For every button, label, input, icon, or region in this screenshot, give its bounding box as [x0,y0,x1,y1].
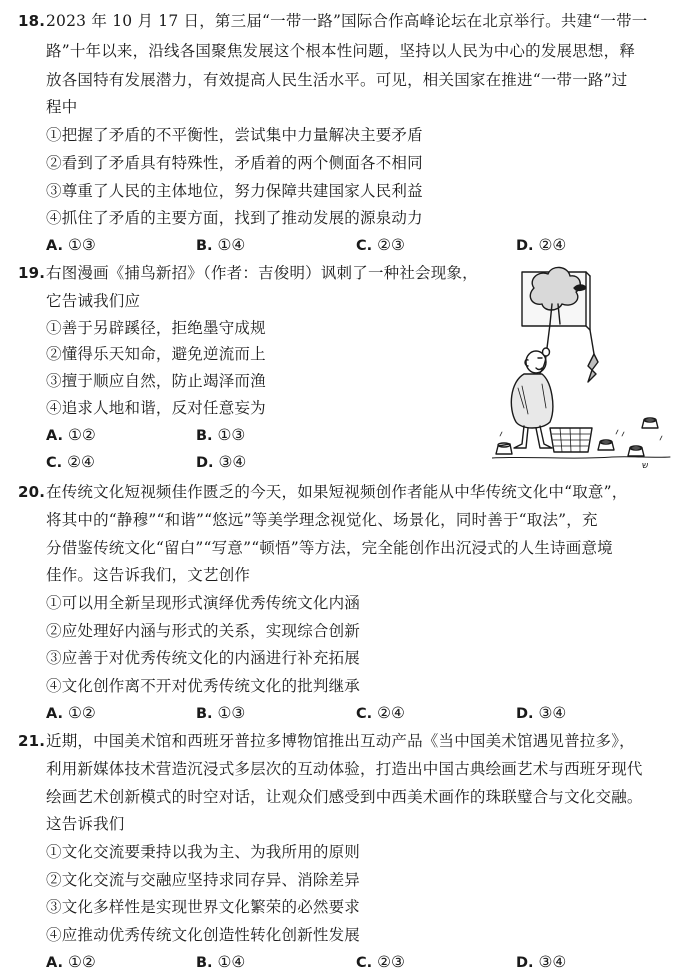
choice-b[interactable]: B. ①④ [196,236,246,254]
choice-row [46,702,678,724]
question-20-stem-line: 佳作。这告诉我们，文艺创作 [46,566,251,584]
question-21-stem-line: 利用新媒体技术营造沉浸式多层次的互动体验，打造出中国古典绘画艺术与西班牙现代 [46,760,643,778]
cartoon-illustration [492,258,672,470]
statement: ②应处理好内涵与形式的关系，实现综合创新 [46,622,361,640]
question-18-stem-line: 18.2023 年 10 月 17 日，第三届“一带一路”国际合作高峰论坛在北京举行。共建“一带一 [18,12,648,30]
statement: ④追求人地和谐，反对任意妄为 [46,399,266,417]
feather [588,354,598,382]
question-number: 20. [18,483,46,501]
question-20-stem-line: 分借鉴传统文化“留白”“写意”“顿悟”等方法，完全能创作出沉浸式的人生诗画意境 [46,539,613,557]
choice-a[interactable]: A. ①② [46,953,96,971]
choice-d[interactable]: D. ②④ [516,236,567,254]
question-21-stem-line: 21.近期，中国美术馆和西班牙普拉多博物馆推出互动产品《当中国美术馆遇见普拉多》， [18,732,635,750]
choice-d[interactable]: D. ③④ [516,953,567,971]
statement: ②懂得乐天知命，避免逆流而上 [46,345,266,363]
ground [492,457,670,458]
statement: ③文化多样性是实现世界文化繁荣的必然要求 [46,898,361,916]
choice-d[interactable]: D. ③④ [516,704,567,722]
statement: ②文化交流与交融应坚持求同存异、消除差异 [46,871,361,889]
choice-b[interactable]: B. ①③ [196,426,246,444]
question-21-stem-line: 这告诉我们 [46,815,125,833]
statement: ③尊重了人民的主体地位，努力保障共建国家人民利益 [46,182,423,200]
choice-a[interactable]: A. ①② [46,426,96,444]
choice-row [46,234,678,256]
choice-c[interactable]: C. ②④ [356,704,405,722]
question-20-stem-line: 将其中的“静穆”“和谐”“悠远”等美学理念视觉化、场景化，同时善于“取法”，充 [46,511,598,529]
choice-c[interactable]: C. ②③ [356,236,405,254]
string [590,330,594,354]
choice-b[interactable]: B. ①④ [196,953,246,971]
choice-c[interactable]: C. ②④ [46,453,95,471]
statement: ①文化交流要秉持以我为主、为我所用的原则 [46,843,361,861]
statement: ④应推动优秀传统文化创造性转化创新性发展 [46,926,361,944]
choice-d[interactable]: D. ③④ [196,453,247,471]
man-hand [543,348,550,356]
choice-c[interactable]: C. ②③ [356,953,405,971]
question-19-stem-line: 它告诫我们应 [46,292,141,310]
choice-b[interactable]: B. ①③ [196,704,246,722]
question-21-stem-line: 绘画艺术创新模式的时空对话，让观众们感受到中西美术画作的珠联璧合与文化交融。 [46,788,643,806]
question-19-stem-line: 19.右图漫画《捕鸟新招》（作者：吉俊明）讽刺了一种社会现象， [18,264,478,282]
statement: ③擅于顺应自然，防止竭泽而渔 [46,372,266,390]
question-18-stem-line: 路”十年以来，沿线各国聚焦发展这个根本性问题，坚持以人民为中心的发展思想，释 [46,42,636,60]
statement: ④文化创作离不开对优秀传统文化的批判继承 [46,677,361,695]
statement: ①善于另辟蹊径，拒绝墨守成规 [46,319,266,337]
question-number: 18. [18,12,46,30]
statement: ①可以用全新呈现形式演绎优秀传统文化内涵 [46,594,361,612]
bird [574,285,586,290]
statement: ②看到了矛盾具有特殊性，矛盾着的两个侧面各不相同 [46,154,423,172]
choice-a[interactable]: A. ①③ [46,236,96,254]
man-body [511,374,552,428]
question-18-stem-line: 放各国特有发展潜力，有效提高人民生活水平。可见，相关国家在推进“一带一路”过 [46,71,628,89]
choice-row [46,951,678,973]
question-20-stem-line: 20.在传统文化短视频佳作匮乏的今天，如果短视频创作者能从中华传统文化中“取意”， [18,483,628,501]
question-18-stem-line: 程中 [46,98,78,116]
cartoon-signature: ש [642,461,649,470]
statement: ①把握了矛盾的不平衡性，尝试集中力量解决主要矛盾 [46,126,423,144]
question-number: 19. [18,264,46,282]
question-number: 21. [18,732,46,750]
choice-a[interactable]: A. ①② [46,704,96,722]
statement: ③应善于对优秀传统文化的内涵进行补充拓展 [46,649,361,667]
man-leg [514,426,528,448]
statement: ④抓住了矛盾的主要方面，找到了推动发展的源泉动力 [46,209,423,227]
